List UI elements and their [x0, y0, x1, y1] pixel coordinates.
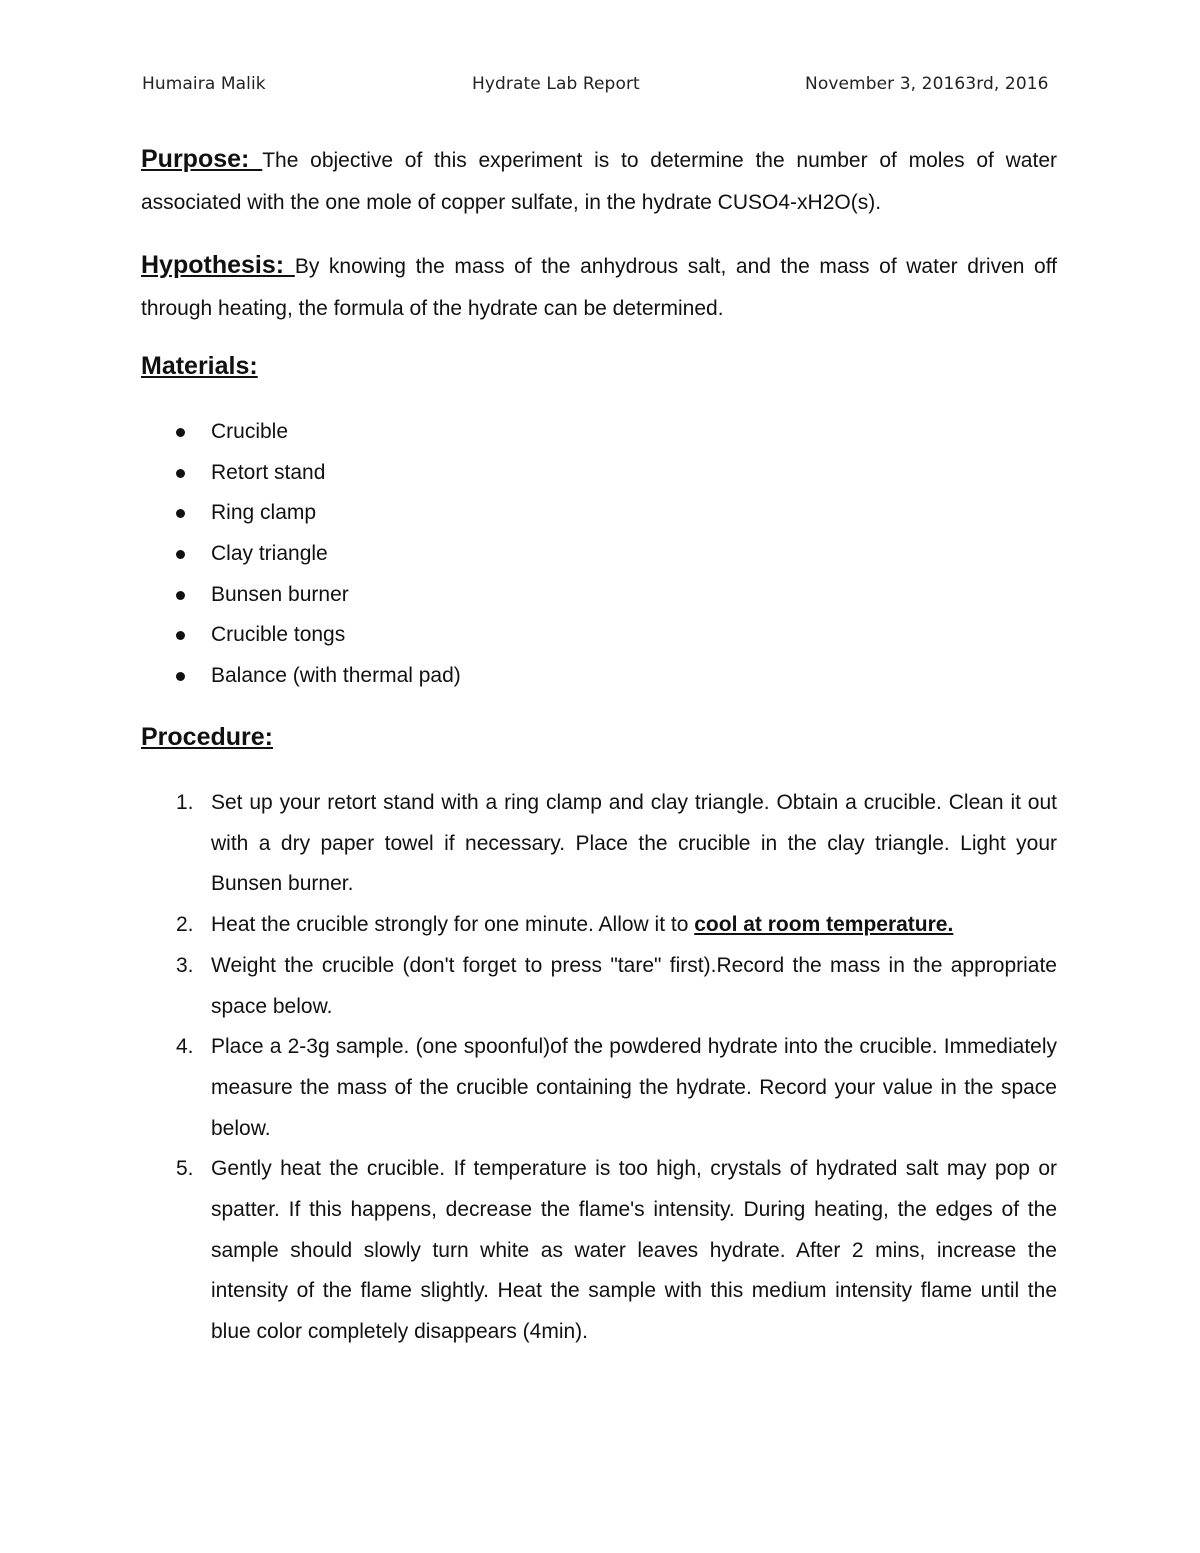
bullet-icon	[176, 550, 185, 559]
hypothesis-text: By knowing the mass of the anhydrous salt, and the mass of water driven off through heating, the formula of the hydrate can be determined.	[141, 255, 1058, 320]
procedure-step-1	[170, 783, 1057, 905]
step-number: 1.	[176, 791, 194, 814]
bullet-icon	[176, 509, 185, 518]
header-date: November 3, 20163rd, 2016	[805, 74, 1049, 94]
step-text: Gently heat the crucible. If temperature is too high, crystals of hydrated salt may pop or spatter. If this happens, decrease the flame's intensity. During heating, the edges of the sample should slowly turn white as water leaves hydrate. After 2 mins, increase the intensity of the flame slightly. Heat the sample with this medium intensity flame until the blue color completely disappears (4min).	[211, 1157, 1057, 1344]
material-label: Crucible	[211, 420, 289, 443]
step-text: Weight the crucible (don't forget to press "tare" first).Record the mass in the appropriate space below.	[211, 953, 1057, 1018]
material-label: Clay triangle	[211, 542, 328, 566]
purpose-section	[141, 138, 1057, 224]
list-item	[170, 412, 461, 453]
purpose-paragraph	[141, 138, 1057, 224]
list-item	[170, 453, 461, 494]
material-label: Ring clamp	[211, 501, 317, 525]
step-text: Heat the crucible strongly for one minute. Allow it to	[211, 913, 695, 937]
material-label: Crucible tongs	[211, 623, 346, 647]
step-number: 3.	[176, 953, 194, 977]
bullet-icon	[176, 672, 185, 681]
material-label: Balance (with thermal pad)	[211, 664, 461, 688]
header-title: Hydrate Lab Report	[472, 74, 640, 94]
step-number: 5.	[176, 1157, 194, 1181]
procedure-step-2	[170, 905, 1057, 946]
bullet-icon	[176, 631, 185, 640]
list-item	[170, 656, 461, 697]
hypothesis-label: Hypothesis:	[141, 251, 295, 279]
bullet-icon	[176, 469, 185, 478]
hypothesis-paragraph	[141, 244, 1057, 330]
list-item	[170, 615, 461, 656]
procedure-list	[170, 783, 1057, 1353]
list-item	[170, 575, 461, 616]
materials-list	[170, 412, 461, 697]
hypothesis-section	[141, 244, 1057, 330]
step-number: 2.	[176, 913, 194, 937]
procedure-step-3	[170, 946, 1057, 1027]
step-number: 4.	[176, 1035, 194, 1059]
purpose-label: Purpose:	[141, 145, 263, 173]
step-text: Set up your retort stand with a ring clamp and clay triangle. Obtain a crucible. Clean it out with a dry paper towel if necessary. Place the crucible in the clay triangle. Light your Bunsen burner.	[211, 791, 1057, 896]
bullet-icon	[176, 591, 185, 600]
materials-heading: Materials:	[141, 352, 258, 380]
material-label: Bunsen burner	[211, 582, 349, 606]
purpose-text: The objective of this experiment is to determine the number of moles of water associated with the one mole of copper sulfate, in the hydrate CUSO4-xH2O(s).	[141, 149, 1057, 214]
procedure-heading: Procedure:	[141, 723, 273, 751]
procedure-step-4	[170, 1027, 1057, 1149]
step-emphasis: cool at room temperature.	[694, 913, 954, 937]
procedure-step-5	[170, 1149, 1057, 1353]
bullet-icon	[176, 428, 185, 437]
list-item	[170, 534, 461, 575]
header-author: Humaira Malik	[142, 74, 266, 94]
list-item	[170, 493, 461, 534]
step-text: Place a 2-3g sample. (one spoonful)of the powdered hydrate into the crucible. Immediately measure the mass of the crucible containing the hydrate. Record your value in the space below.	[211, 1035, 1057, 1140]
material-label: Retort stand	[211, 460, 326, 484]
